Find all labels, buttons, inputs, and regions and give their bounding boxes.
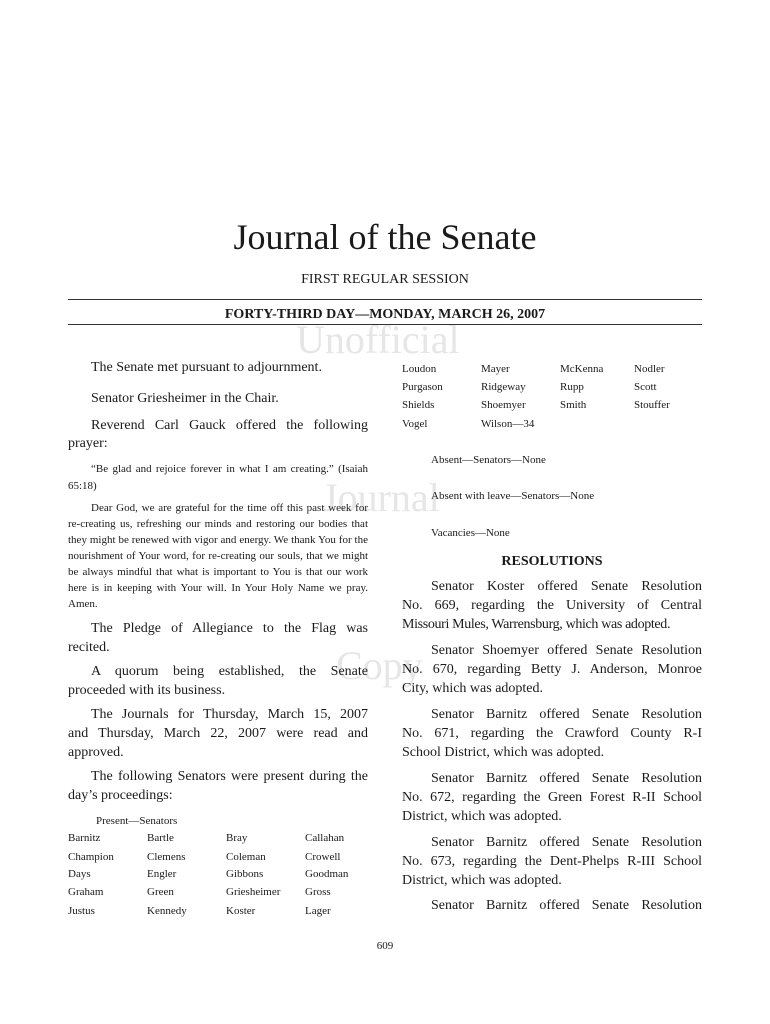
senator-name: Vogel — [402, 418, 428, 430]
session-label: FIRST REGULAR SESSION — [301, 272, 469, 287]
vacancies-line: Vacancies—None — [431, 527, 510, 539]
resolution-670-line-2: No. 670, regarding Betty J. Anderson, Monroe — [402, 662, 702, 677]
senator-name: Bartle — [147, 832, 174, 844]
senator-name: Wilson—34 — [481, 418, 535, 430]
watermark-journal: Journal — [322, 475, 440, 520]
prayer-line-3: they might be renewed with vigor and energy. We thank You for the — [68, 534, 368, 546]
senator-name: Smith — [560, 399, 587, 411]
prayer-line-2: re-creating us, refreshing our minds and restoring our bodies that — [68, 518, 368, 530]
senator-name: Lager — [305, 905, 331, 917]
resolution-672-line-2: No. 672, regarding the Green Forest R-II School — [402, 790, 702, 805]
para-journals-3: approved. — [68, 745, 124, 760]
journal-title: Journal of the Senate — [233, 217, 537, 257]
resolution-669-line-1: Senator Koster offered Senate Resolution — [431, 579, 702, 594]
senator-name: Goodman — [305, 868, 349, 880]
para-present-1: The following Senators were present during the — [91, 769, 368, 784]
para-pledge-1: The Pledge of Allegiance to the Flag was — [91, 621, 368, 636]
senator-name: Engler — [147, 868, 177, 880]
page-number: 609 — [376, 940, 394, 952]
watermark-unofficial: Unofficial — [296, 317, 460, 362]
resolution-670-line-1: Senator Shoemyer offered Senate Resolution — [431, 643, 702, 658]
senator-name: Kennedy — [147, 905, 187, 917]
para-pledge-2: recited. — [68, 640, 110, 655]
day-heading: FORTY-THIRD DAY—MONDAY, MARCH 26, 2007 — [224, 307, 546, 322]
para-journals-1: The Journals for Thursday, March 15, 2007 — [91, 707, 368, 722]
senator-name: Shoemyer — [481, 399, 526, 411]
senator-name: Gross — [305, 886, 331, 898]
para-prayer-intro-1: Reverend Carl Gauck offered the following — [91, 418, 368, 433]
senator-name: Callahan — [305, 832, 345, 844]
watermark-copy: Copy — [336, 643, 423, 688]
senator-name: Clemens — [147, 851, 186, 863]
resolutions-heading: RESOLUTIONS — [501, 554, 603, 569]
senator-name: Stouffer — [634, 399, 670, 411]
senator-name: Mayer — [481, 363, 510, 375]
para-chair: Senator Griesheimer in the Chair. — [91, 391, 279, 406]
senator-name: Champion — [68, 851, 114, 863]
senator-name: Griesheimer — [226, 886, 281, 898]
senator-name: Justus — [68, 905, 95, 917]
senator-name: Scott — [634, 381, 657, 393]
para-present-2: day’s proceedings: — [68, 788, 173, 803]
senator-name: Graham — [68, 886, 104, 898]
prayer-line-1: Dear God, we are grateful for the time off this past week for — [91, 502, 368, 514]
senator-name: McKenna — [560, 363, 604, 375]
resolution-673-line-2: No. 673, regarding the Dent-Phelps R-III School — [402, 854, 702, 869]
scripture-quote-1: “Be glad and rejoice forever in what I am creating.” (Isaiah — [91, 463, 368, 475]
absent-line: Absent—Senators—None — [431, 454, 546, 466]
senator-name: Purgason — [402, 381, 443, 393]
resolution-next-line-1: Senator Barnitz offered Senate Resolution — [431, 898, 702, 913]
senator-name: Ridgeway — [481, 381, 526, 393]
senator-name: Bray — [226, 832, 248, 844]
para-journals-2: and Thursday, March 22, 2007 were read and — [68, 726, 368, 741]
senator-name: Loudon — [402, 363, 437, 375]
senator-name: Shields — [402, 399, 435, 411]
header-rule-bottom — [68, 324, 702, 325]
resolution-673-line-3: District, which was adopted. — [402, 873, 562, 888]
resolution-671-line-1: Senator Barnitz offered Senate Resolution — [431, 707, 702, 722]
senator-name: Nodler — [634, 363, 665, 375]
header-rule-top — [68, 299, 702, 300]
para-prayer-intro-2: prayer: — [68, 436, 108, 451]
resolution-671-line-3: School District, which was adopted. — [402, 745, 605, 760]
prayer-line-7: Amen. — [68, 598, 98, 610]
senator-name: Rupp — [560, 381, 584, 393]
senator-name: Koster — [226, 905, 256, 917]
resolution-671-line-2: No. 671, regarding the Crawford County R-I — [402, 726, 702, 741]
resolution-672-line-1: Senator Barnitz offered Senate Resolution — [431, 771, 702, 786]
resolution-669-line-2: No. 669, regarding the University of Central — [402, 598, 702, 613]
senator-name: Barnitz — [68, 832, 101, 844]
prayer-line-5: be always mindful that what is important to You is that our work — [68, 566, 368, 578]
scripture-quote-2: 65:18) — [68, 480, 97, 492]
senator-name: Crowell — [305, 851, 341, 863]
resolution-669-line-3: Missouri Mules, Warrensburg, which was adopted. — [402, 617, 671, 632]
senator-name: Days — [68, 868, 91, 880]
resolution-673-line-1: Senator Barnitz offered Senate Resolution — [431, 835, 702, 850]
resolution-672-line-3: District, which was adopted. — [402, 809, 562, 824]
present-heading: Present—Senators — [96, 815, 178, 827]
para-quorum-2: proceeded with its business. — [68, 683, 226, 698]
senator-name: Coleman — [226, 851, 266, 863]
resolution-670-line-3: City, which was adopted. — [402, 681, 544, 696]
para-quorum-1: A quorum being established, the Senate — [91, 664, 368, 679]
para-adjournment: The Senate met pursuant to adjournment. — [91, 360, 322, 375]
senator-name: Gibbons — [226, 868, 264, 880]
prayer-line-4: nourishment of Your word, for re-creating our souls, that we might — [68, 550, 368, 562]
senator-name: Green — [147, 886, 174, 898]
prayer-line-6: here is in keeping with Your will. In Your Holy Name we pray. — [68, 582, 368, 594]
absent-with-leave-line: Absent with leave—Senators—None — [431, 490, 595, 502]
